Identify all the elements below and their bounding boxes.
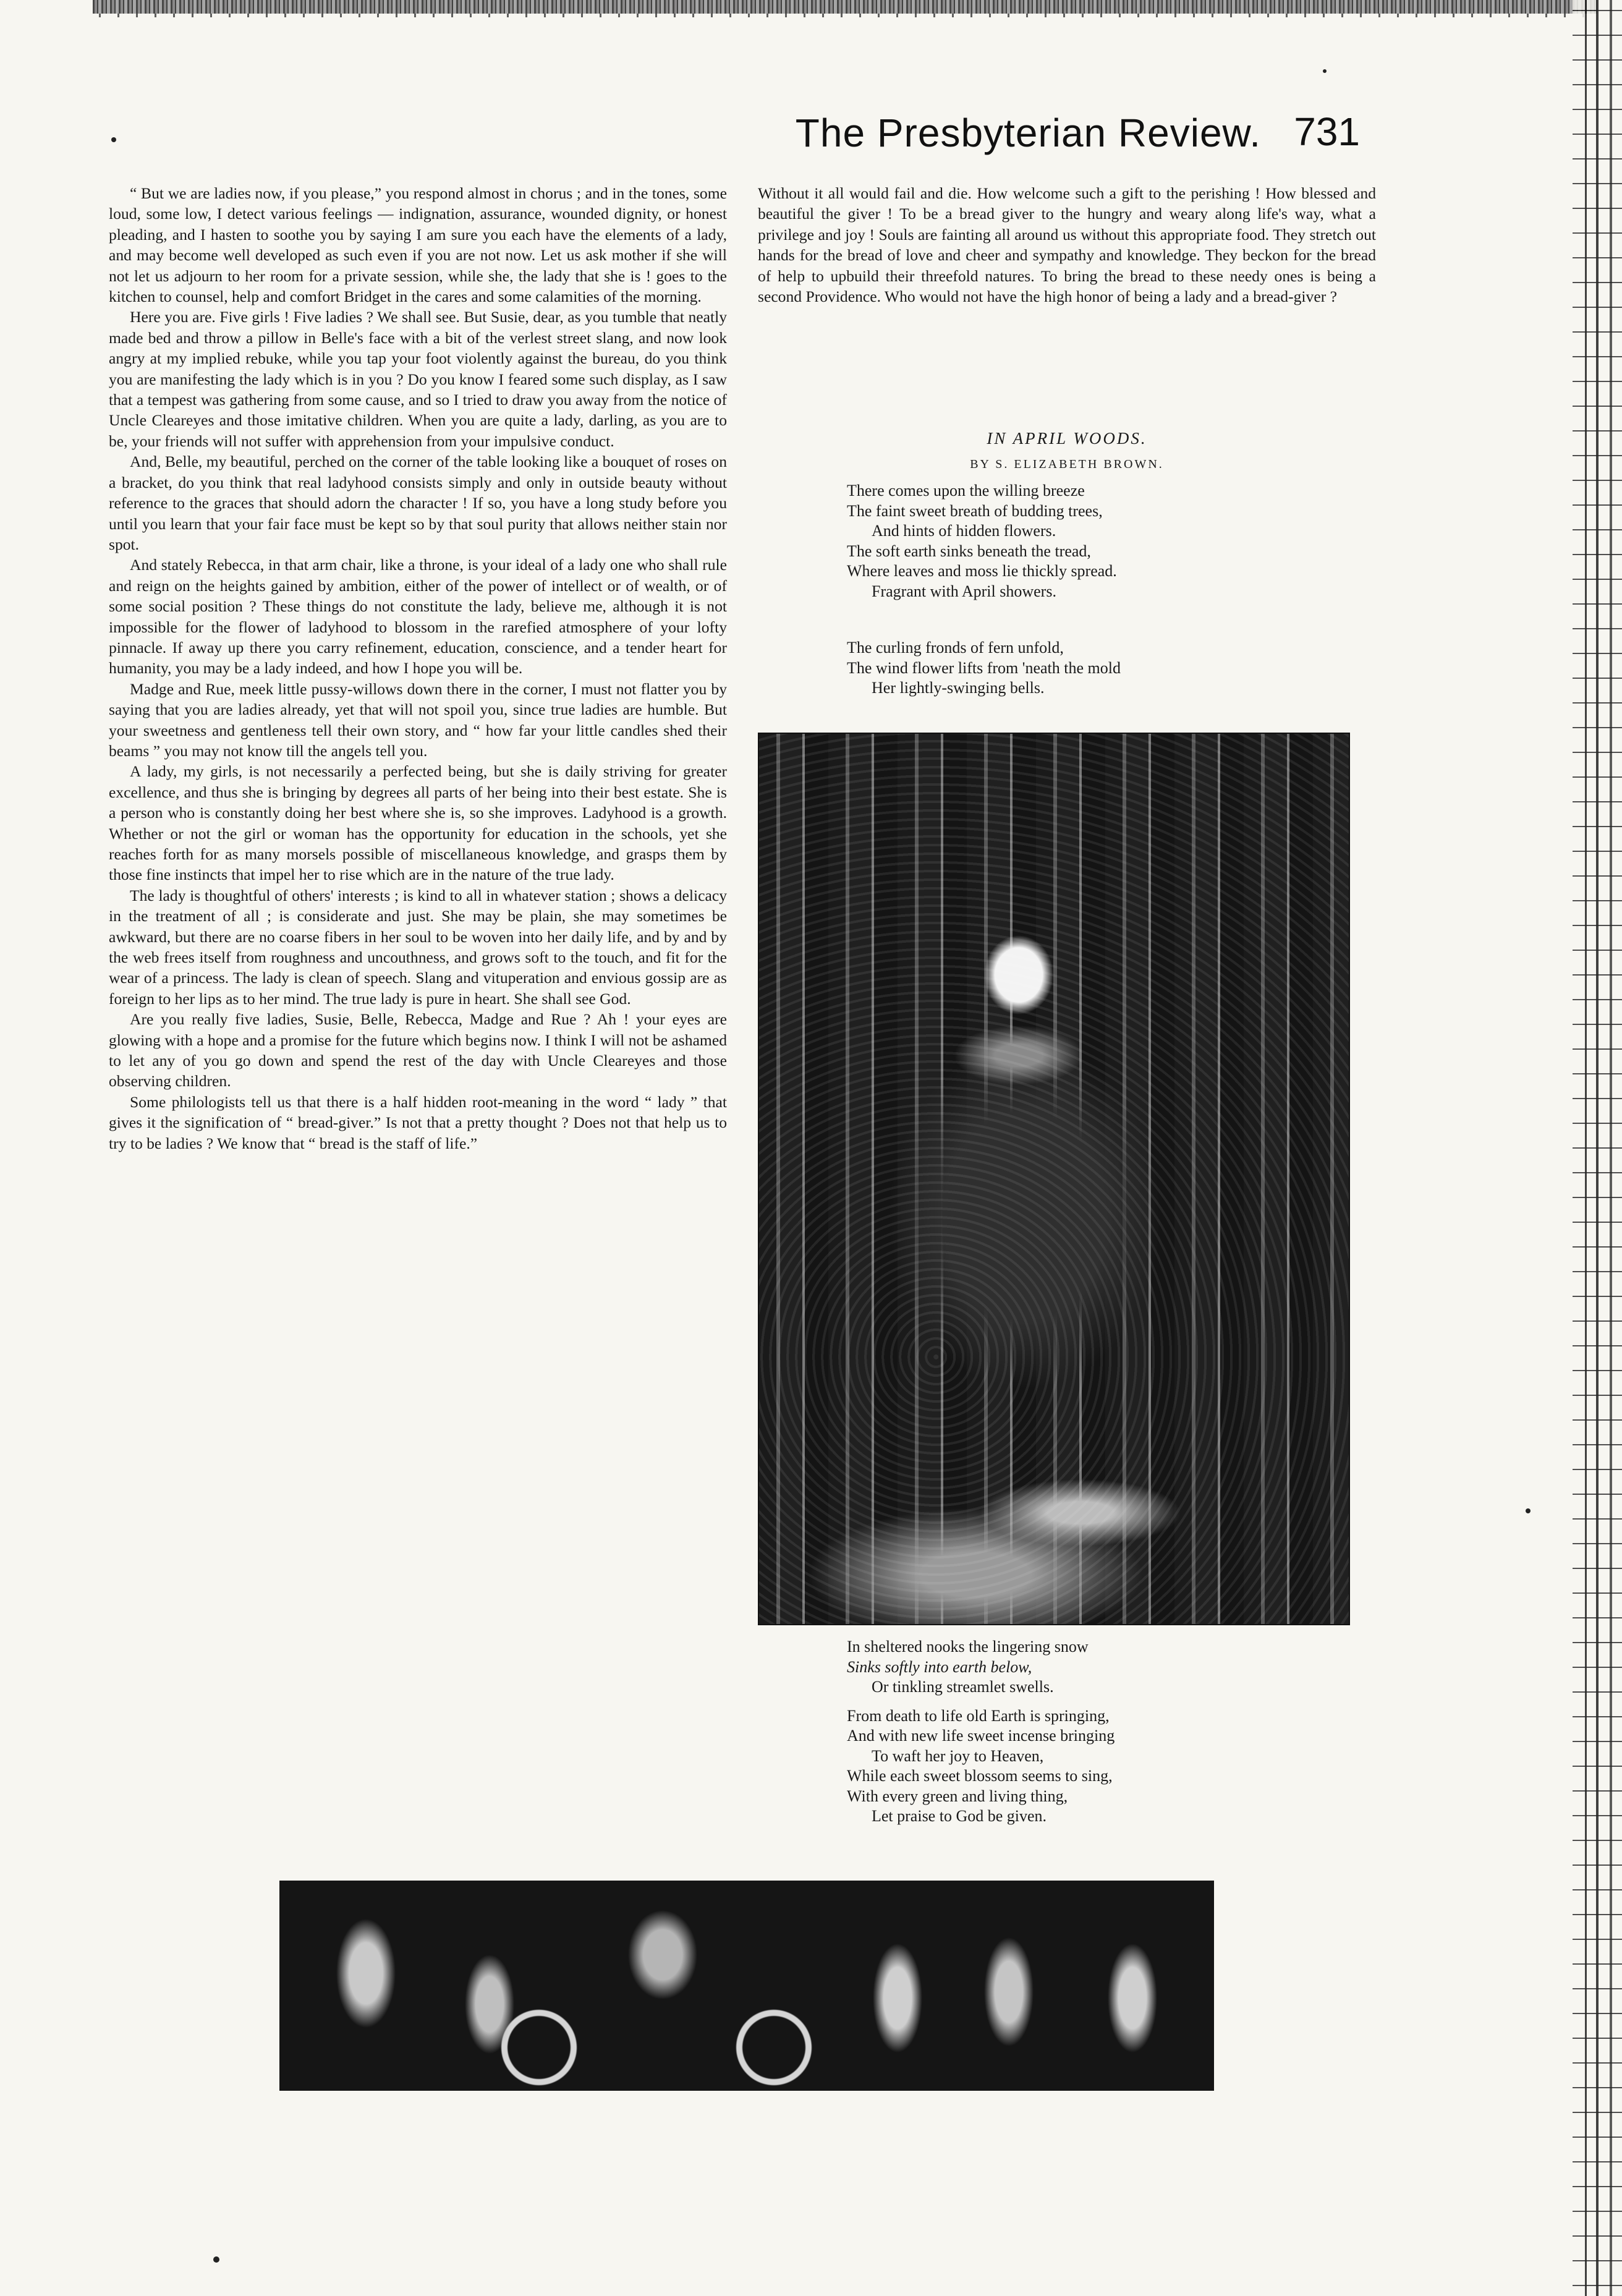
paragraph: Are you really five ladies, Susie, Belle, Rebecca, Madge and Rue ? Ah ! your eyes are glowing with a hope and a promise for the future which begins now. I think I will not be ashamed to let any of you go down and spend the rest of the day with Uncle Cleareyes and those observing children. bbox=[109, 1010, 727, 1091]
paragraph: The lady is thoughtful of others' interests ; is kind to all in whatever station ; shows a delicacy in the treatment of all ; is considerate and just. She may be plain, she may sometimes be awkward, but there are no coarse fibers in her soul to be woven into her daily life, and by and by the web frees itself from roughness and uncouthness, and grows soft to the touch, and fit for the wear of a princess. The lady is clean of speech. Slang and vituperation and envious gossip are as foreign to her lips as to her mind. The true lady is pure in heart. She shall see God. bbox=[109, 886, 727, 1008]
print-speck bbox=[111, 137, 116, 142]
poem-line: The wind flower lifts from 'neath the mold bbox=[847, 658, 1121, 677]
paragraph: And, Belle, my beautiful, perched on the corner of the table looking like a bouquet of roses on a bracket, do you think that real ladyhood consists simply and only in outside beauty without reference to the graces that should adorn the character ! If so, you have a long study before you until you learn that your fair face must be kept so by that soul purity that allows neither stain nor spot. bbox=[109, 453, 727, 553]
poem-stanza bbox=[847, 638, 1378, 699]
poem-stanza bbox=[847, 1706, 1378, 1827]
right-column-continuation bbox=[758, 183, 1376, 307]
poem-line: Sinks softly into earth below, bbox=[847, 1657, 1032, 1676]
paragraph: And stately Rebecca, in that arm chair, like a throne, is your ideal of a lady one who shall rule and reign on the heights gained by ambition, either of the power of intellect or of wealth, or of some social position ? These things do not constitute the lady, believe me, although it is not impossible for the flower of ladyhood to blossom in the rarefied atmosphere of your lofty pinnacle. If away up there you carry refinement, education, conscience, and a tender heart for humanity, you may be a lady indeed, and how I hope you will be. bbox=[109, 556, 727, 678]
poem-line: In sheltered nooks the lingering snow bbox=[847, 1638, 1089, 1656]
binding-edge bbox=[1573, 0, 1622, 2296]
journal-title: The Presbyterian Review. bbox=[795, 111, 1261, 155]
print-speck bbox=[1526, 1508, 1531, 1513]
poem-stanza bbox=[847, 1637, 1378, 1698]
page-number: 731 bbox=[1294, 109, 1360, 154]
poem-line: The curling fronds of fern unfold, bbox=[847, 639, 1064, 657]
poem-line: Fragrant with April showers. bbox=[872, 582, 1056, 600]
poem-line: To waft her joy to Heaven, bbox=[872, 1746, 1044, 1765]
cherub-frieze-image bbox=[279, 1881, 1214, 2091]
left-column bbox=[109, 183, 727, 1154]
paragraph: Some philologists tell us that there is a half hidden root-meaning in the word “ lady ” that gives it the signification of “ bread-giver.” Is not that a pretty thought ? Does not that help us to try to be ladies ? We know that “ bread is the staff of life.” bbox=[109, 1092, 727, 1152]
poem-line: There comes upon the willing breeze bbox=[847, 482, 1085, 500]
print-speck bbox=[213, 2256, 219, 2263]
poem-line: While each sweet blossom seems to sing, bbox=[847, 1767, 1113, 1785]
poem-stanza bbox=[847, 481, 1378, 602]
woodland-engraving-image bbox=[758, 733, 1350, 1625]
paragraph: Here you are. Five girls ! Five ladies ? We shall see. But Susie, dear, as you tumble that neatly made bed and throw a pillow in Belle's face with a bit of the verlest street slang, and now look angry at my implied rebuke, while you tap your foot violently against the bureau, do you think you are manifesting the lady which is in you ? Do you know I feared some such display, as I saw that a tempest was gathering from some cause, and so I tried to draw you away from the notice of Uncle Cleareyes and those imitative children. When you are quite a lady, darling, as you are to be, your friends will not suffer with apprehension from your impulsive conduct. bbox=[109, 308, 727, 450]
poem-author: BY S. ELIZABETH BROWN. bbox=[970, 457, 1164, 471]
poem-line: From death to life old Earth is springing, bbox=[847, 1706, 1110, 1725]
poem-line: The faint sweet breath of budding trees, bbox=[847, 501, 1103, 520]
poem-line: Let praise to God be given. bbox=[872, 1807, 1047, 1825]
poem-line: And with new life sweet incense bringing bbox=[847, 1727, 1115, 1745]
paragraph: “ But we are ladies now, if you please,” you respond almost in chorus ; and in the tones, some loud, some low, I detect various feelings — indignation, assurance, wounded dignity, or honest pleading, and I hasten to soothe you by saying I am sure you each have the elements of a lady, and may become well developed as such even if you are not now. Let us ask mother if she will not let us adjourn to her room for a private session, while she, the lady that she is ! goes to the kitchen to counsel, help and comfort Bridget in the cares and some calamities of the morning. bbox=[109, 184, 727, 306]
paragraph: Madge and Rue, meek little pussy-willows down there in the corner, I must not flatter you by saying that you are ladies already, yet that will not spoil you, since true ladies are humble. But your sweetness and gentleness tell their own story, and “ how far your little candles shed their beams ” you may not know till the angels tell you. bbox=[109, 679, 727, 760]
poem-continuation bbox=[847, 1637, 1378, 1835]
print-speck bbox=[1323, 69, 1327, 73]
page-header bbox=[507, 93, 1366, 155]
poem-line: The soft earth sinks beneath the tread, bbox=[847, 542, 1091, 560]
poem-line: Or tinkling streamlet swells. bbox=[872, 1678, 1054, 1696]
poem-title: IN APRIL WOODS. bbox=[987, 429, 1147, 448]
poem-line: Her lightly-swinging bells. bbox=[872, 679, 1045, 697]
paragraph: Without it all would fail and die. How welcome such a gift to the perishing ! How blessed and beautiful the giver ! To be a bread giver to the hungry and weary along life's way, what a privilege and joy ! Souls are fainting all around us without this appropriate food. They stretch out hands for the bread of love and cheer and sympathy and knowledge. They beckon for the bread of help to upbuild their threefold natures. To bring the bread to these needy ones is being a second Providence. Who would not have the high honor of being a lady and a bread-giver ? bbox=[758, 184, 1376, 306]
poem-line: And hints of hidden flowers. bbox=[872, 522, 1056, 540]
top-border-ornament bbox=[93, 0, 1597, 14]
poem-line: Where leaves and moss lie thickly spread. bbox=[847, 562, 1117, 580]
poem-line: With every green and living thing, bbox=[847, 1787, 1068, 1805]
paragraph: A lady, my girls, is not necessarily a perfected being, but she is daily striving for greater excellence, and thus she is bringing by degrees all parts of her being into their best estate. She is a person who is constantly doing her best where she is, so she improves. Ladyhood is a growth. Whether or not the girl or woman has the opportunity for education in the schools, yet she reaches forth for as many morsels possible of miscellaneous knowledge, and grasps them by those fine instincts that impel her to rise which are in the nature of the true lady. bbox=[109, 762, 727, 884]
